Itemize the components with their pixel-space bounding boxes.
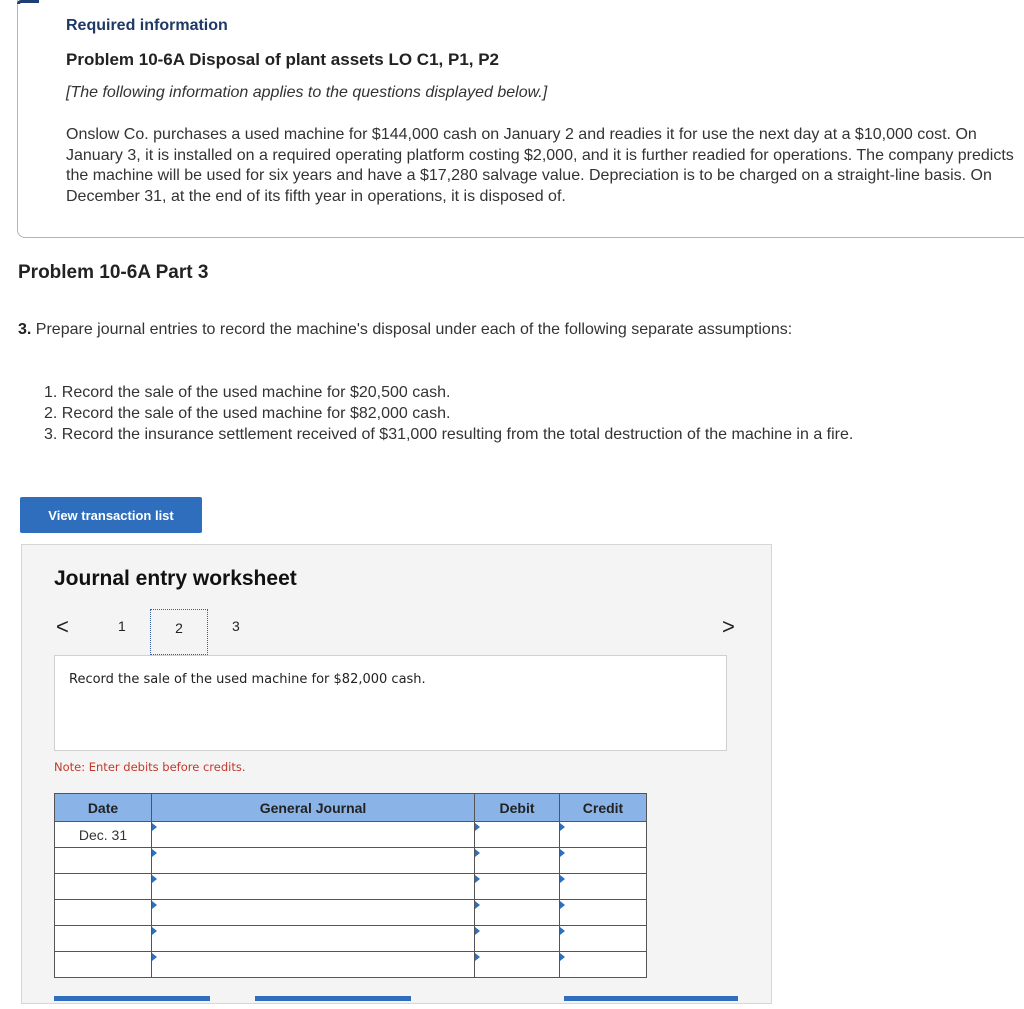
table-row xyxy=(55,952,647,978)
date-cell xyxy=(55,848,152,874)
dropdown-marker-icon xyxy=(152,823,157,831)
debit-input[interactable] xyxy=(475,952,560,978)
debit-input[interactable] xyxy=(475,900,560,926)
dropdown-marker-icon xyxy=(475,823,480,831)
dropdown-marker-icon xyxy=(475,901,480,909)
journal-table xyxy=(54,793,647,978)
date-cell xyxy=(55,900,152,926)
date-cell xyxy=(55,874,152,900)
dropdown-marker-icon xyxy=(152,927,157,935)
dropdown-marker-icon xyxy=(560,901,565,909)
panel-corner-accent xyxy=(17,0,39,4)
page-tab-2[interactable]: 2 xyxy=(150,609,208,655)
date-cell xyxy=(55,926,152,952)
prev-arrow-icon[interactable]: < xyxy=(56,614,69,639)
date-cell: Dec. 31 xyxy=(55,822,152,848)
page-tab-3[interactable]: 3 xyxy=(232,618,240,634)
dropdown-marker-icon xyxy=(475,927,480,935)
debit-input[interactable] xyxy=(475,822,560,848)
credit-input[interactable] xyxy=(560,822,647,848)
question-body: Prepare journal entries to record the machine's disposal under each of the following separate assumptions: xyxy=(35,321,793,338)
credit-input[interactable] xyxy=(560,926,647,952)
debit-input[interactable] xyxy=(475,874,560,900)
assumption-item: 3. Record the insurance settlement received of $31,000 resulting from the total destruction of the machine in a fire. xyxy=(44,426,854,443)
dropdown-marker-icon xyxy=(475,849,480,857)
table-row xyxy=(55,822,647,848)
record-entry-button[interactable] xyxy=(54,996,210,1001)
worksheet-title: Journal entry worksheet xyxy=(54,567,297,590)
table-row xyxy=(55,900,647,926)
next-arrow-icon[interactable]: > xyxy=(722,614,735,639)
debit-credit-note: Note: Enter debits before credits. xyxy=(54,760,246,774)
applies-note: [The following information applies to the questions displayed below.] xyxy=(66,84,548,101)
dropdown-marker-icon xyxy=(475,875,480,883)
date-cell xyxy=(55,952,152,978)
assumption-list xyxy=(44,382,853,445)
dropdown-marker-icon xyxy=(475,953,480,961)
account-input[interactable] xyxy=(152,874,475,900)
view-transaction-list-button[interactable]: View transaction list xyxy=(20,497,202,533)
account-input[interactable] xyxy=(152,848,475,874)
debit-input[interactable] xyxy=(475,848,560,874)
clear-entry-button[interactable] xyxy=(255,996,411,1001)
view-general-journal-button[interactable] xyxy=(564,996,738,1001)
credit-input[interactable] xyxy=(560,874,647,900)
entry-description: Record the sale of the used machine for $82,000 cash. xyxy=(69,672,426,687)
part-title: Problem 10-6A Part 3 xyxy=(18,262,209,283)
entry-description-box xyxy=(54,655,727,751)
problem-title: Problem 10-6A Disposal of plant assets LO C1, P1, P2 xyxy=(66,50,500,69)
column-header-general-journal: General Journal xyxy=(152,794,475,822)
assumption-item: 2. Record the sale of the used machine for $82,000 cash. xyxy=(44,405,451,422)
problem-body: Onslow Co. purchases a used machine for $144,000 cash on January 2 and readies it for use the next day at a $10,000 cost. On January 3, it is installed on a required operating platform costing $2,000, and it is further readied for operations. The company predicts the machine will be used for six years and have a $17,280 salvage value. Depreciation is to be charged on a straight-line basis. On December 31, at the end of its fifth year in operations, it is disposed of. xyxy=(66,126,1014,205)
column-header-date: Date xyxy=(55,794,152,822)
dropdown-marker-icon xyxy=(152,849,157,857)
dropdown-marker-icon xyxy=(560,823,565,831)
dropdown-marker-icon xyxy=(560,849,565,857)
dropdown-marker-icon xyxy=(560,953,565,961)
question-number: 3. xyxy=(18,321,32,338)
dropdown-marker-icon xyxy=(560,875,565,883)
table-row xyxy=(55,848,647,874)
journal-header-row xyxy=(55,794,647,822)
account-input[interactable] xyxy=(152,952,475,978)
account-input[interactable] xyxy=(152,926,475,952)
dropdown-marker-icon xyxy=(560,927,565,935)
column-header-debit: Debit xyxy=(475,794,560,822)
debit-input[interactable] xyxy=(475,926,560,952)
table-row xyxy=(55,926,647,952)
assumption-item: 1. Record the sale of the used machine for $20,500 cash. xyxy=(44,384,451,401)
question-text xyxy=(18,321,792,339)
required-info-label: Required information xyxy=(66,17,228,34)
credit-input[interactable] xyxy=(560,848,647,874)
credit-input[interactable] xyxy=(560,952,647,978)
account-input[interactable] xyxy=(152,822,475,848)
table-row xyxy=(55,874,647,900)
dropdown-marker-icon xyxy=(152,875,157,883)
page-tab-1[interactable]: 1 xyxy=(118,618,126,634)
dropdown-marker-icon xyxy=(152,953,157,961)
account-input[interactable] xyxy=(152,900,475,926)
dropdown-marker-icon xyxy=(152,901,157,909)
column-header-credit: Credit xyxy=(560,794,647,822)
credit-input[interactable] xyxy=(560,900,647,926)
